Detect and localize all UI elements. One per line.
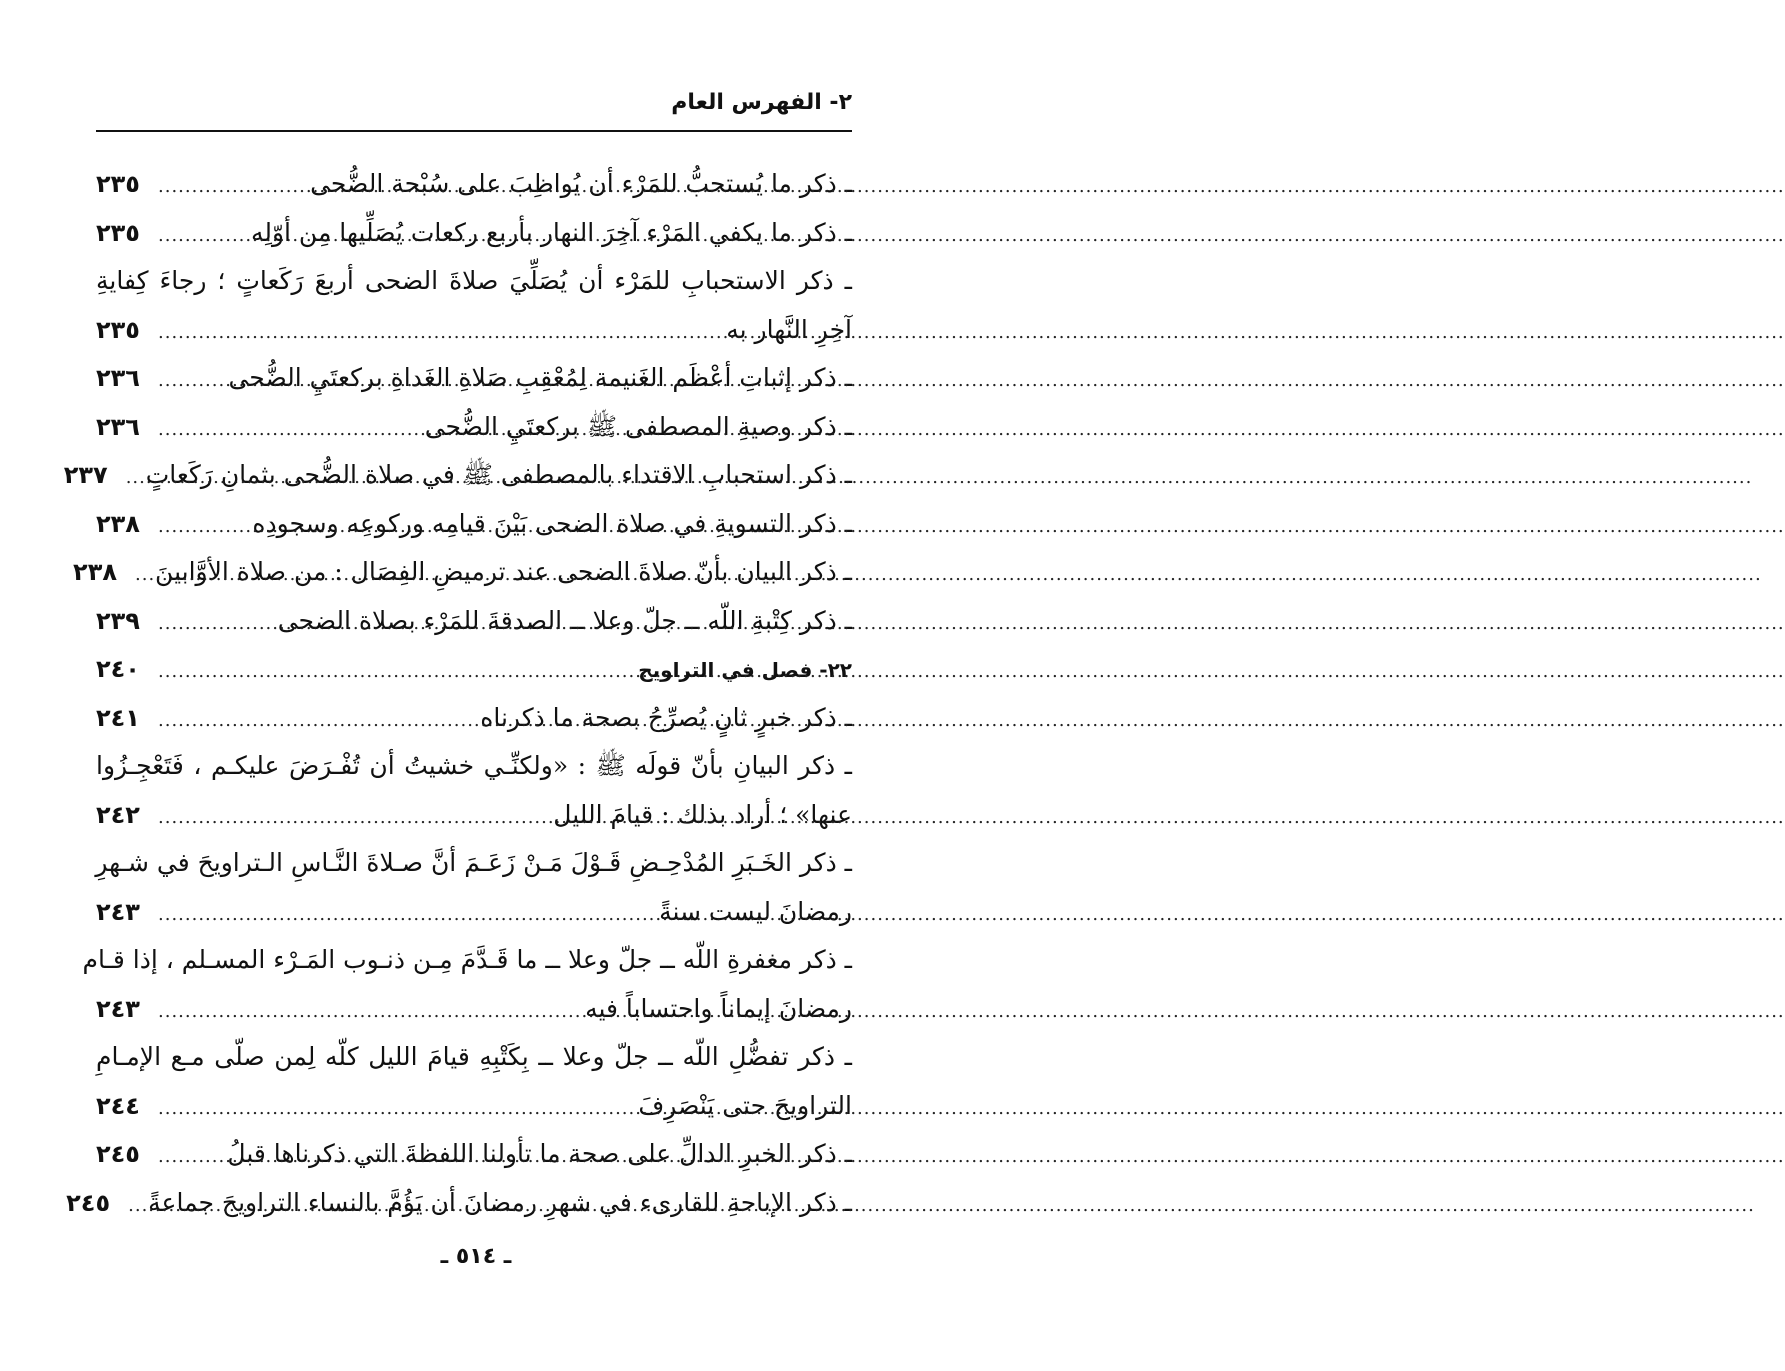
entry-line	[96, 985, 852, 1034]
entry-line	[73, 548, 852, 597]
entry-text: ـ ذكر ما يكفي المَرْء آخِرَ النهار بأربع ركعات يُصَلِّيها مِن أوّلِه	[250, 217, 852, 247]
entry-text: ـ ذكر تفضُّلِ اللّه ــ جلّ وعلا ــ بِكَتْبِهِ قيامَ الليل كلّه لِمن صلّى مـع الإمـامِ	[96, 1042, 852, 1071]
dot-leader	[158, 212, 251, 261]
entry-page-number: ٢٤٥	[66, 1188, 111, 1217]
index-entry	[66, 1179, 852, 1228]
entry-text: ـ ذكر مغفرةِ اللّه ــ جلّ وعلا ــ ما قَـدَّمَ مِـن ذنـوب المَـرْء المسـلم ، إذا قـام	[82, 945, 852, 974]
entry-page-number: ٢٣٥	[96, 315, 140, 344]
index-entry	[63, 451, 852, 500]
dot-leader	[158, 309, 726, 358]
entry-line	[96, 645, 852, 694]
entry-text: ـ ذكر الاستحبابِ للمَرْء أن يُصَلِّيَ صلاةَ الضحى أربعَ رَكَعاتٍ ؛ رجاءَ كِفايةِ	[96, 266, 852, 295]
entry-text: ـ ذكر البيان بأنّ صلاةَ الضحى عند ترميضِ الفِصَال : من صلاة الأوَّابينَ	[155, 557, 852, 586]
entry-line	[96, 791, 852, 840]
entry-page-number: ٢٤٣	[96, 994, 140, 1023]
dot-leader	[158, 163, 310, 212]
dot-leader	[158, 1133, 227, 1182]
entry-text: ـ ذكر التسويةِ في صلاة الضحى بَيْنَ قيامِه وركوعِه وسجودِه	[252, 508, 852, 538]
page-number: ـ ٥١٤ ـ	[440, 1244, 512, 1269]
entry-line	[82, 936, 852, 985]
index-entry	[96, 694, 852, 743]
index-entry	[96, 742, 852, 839]
entry-page-number: ٢٣٧	[63, 461, 108, 489]
entry-page-number: ٢٣٨	[96, 509, 140, 538]
entry-text: رمضانَ ليست سنةً	[659, 896, 852, 926]
entry-page-number: ٢٤٠	[96, 655, 140, 683]
entry-line	[96, 160, 852, 209]
index-entry	[96, 597, 852, 646]
index-entry	[82, 936, 852, 1033]
dot-leader	[158, 406, 425, 455]
entry-text: آخِرِ النَّهار به	[726, 314, 852, 344]
entry-text: ـ ذكر ما يُستحبُّ للمَرْء أن يُواظِبَ على سُبْحة الضُّحى	[310, 169, 852, 198]
index-entry	[73, 548, 852, 597]
entry-text: عنها» ؛ أراد بذلك : قيامَ الليل	[553, 799, 852, 829]
entry-text: ـ ذكر الإباحةِ للقارىء في شهرِ رمضانَ أن يَؤُمَّ بالنساء التراويحَ جماعةً	[148, 1187, 852, 1217]
entry-text: ـ ذكر إثباتِ أعْظَم الغَنيمة لِمُعْقِبِ صَلاةِ الغَداةِ بركعتَيِ الضُّحى	[228, 363, 852, 392]
entry-text: ـ ذكر البيانِ بأنّ قولَه ﷺ : «ولكنِّـي خشيتُ أن تُفْـرَضَ عليكـم ، فَتَعْجِـزُوا	[96, 751, 852, 780]
header-rule	[96, 130, 852, 132]
entry-page-number: ٢٤٣	[96, 897, 140, 926]
index-entry	[96, 839, 852, 936]
entry-line	[96, 209, 852, 258]
entry-line	[96, 403, 852, 452]
entry-text: ـ ذكر استحبابِ الاقتداء بالمصطفى ﷺ في صلاة الضُّحى بثمانِ رَكَعاتٍ	[145, 460, 852, 489]
entry-text: ـ ذكر خبرٍ ثانٍ يُصرِّحُ بصحة ما ذكرناه	[480, 702, 852, 732]
index-entry	[96, 257, 852, 354]
entry-line	[96, 354, 852, 403]
dot-leader	[158, 1085, 638, 1134]
running-header: ٢- الفهرس العام	[671, 90, 852, 115]
index-entry	[96, 354, 852, 403]
entry-line	[96, 500, 852, 549]
entry-line	[96, 1033, 852, 1082]
index-entries	[63, 160, 852, 1227]
dot-leader	[135, 551, 155, 600]
entry-line	[66, 1179, 852, 1228]
entry-text: ٢٢- فصل في التراويح	[638, 658, 852, 682]
entry-text: ـ ذكر الخبرِ الدالِّ على صحة ما تأولنا اللفظةَ التي ذكرناها قبلُ	[227, 1139, 852, 1168]
entry-page-number: ٢٣٩	[96, 606, 140, 635]
entry-line	[96, 694, 852, 743]
entry-text: ـ ذكر كِتْبةِ اللّه ــ جلّ وعلا ــ الصدقةَ للمَرْء بصلاة الضحى	[277, 605, 852, 635]
entry-line	[96, 1082, 852, 1131]
entry-page-number: ٢٣٦	[96, 412, 140, 441]
index-entry	[96, 500, 852, 549]
entry-line	[96, 306, 852, 355]
entry-line	[96, 888, 852, 937]
dot-leader	[158, 648, 638, 697]
entry-text: رمضانَ إيماناً واحتساباً فيه	[585, 993, 852, 1023]
index-entry	[96, 209, 852, 258]
dot-leader	[126, 454, 146, 503]
index-entry	[96, 1130, 852, 1179]
entry-page-number: ٢٣٥	[96, 218, 140, 247]
entry-page-number: ٢٣٨	[73, 558, 117, 586]
entry-page-number: ٢٣٦	[96, 364, 140, 392]
entry-text: التراويحَ حتى يَنْصَرِفَ	[638, 1090, 852, 1120]
dot-leader	[158, 988, 585, 1037]
entry-text: ـ ذكر الخَـبَرِ المُدْحِـضِ قَـوْلَ مَـنْ زَعَـمَ أنَّ صـلاةَ النَّـاسِ الـتراويحَ في شـهرِ	[95, 848, 852, 877]
entry-line	[96, 257, 852, 306]
entry-page-number: ٢٤١	[96, 703, 140, 732]
dot-leader	[158, 794, 553, 843]
dot-leader	[158, 600, 278, 649]
section-heading	[96, 645, 852, 694]
dot-leader	[128, 1182, 148, 1231]
entry-page-number: ٢٤٥	[96, 1140, 140, 1168]
entry-page-number: ٢٤٢	[96, 800, 140, 829]
dot-leader	[158, 891, 659, 940]
index-entry	[96, 160, 852, 209]
entry-page-number: ٢٣٥	[96, 170, 140, 198]
entry-line	[96, 742, 852, 791]
entry-line	[96, 1130, 852, 1179]
index-entry	[96, 1033, 852, 1130]
dot-leader	[158, 697, 480, 746]
dot-leader	[158, 503, 252, 552]
entry-line	[96, 597, 852, 646]
index-entry	[96, 403, 852, 452]
entry-page-number: ٢٤٤	[96, 1091, 140, 1120]
entry-line	[96, 839, 852, 888]
entry-line	[63, 451, 852, 500]
entry-text: ـ ذكر وصيةِ المصطفى ﷺ بركعتَيِ الضُّحى	[424, 411, 852, 441]
dot-leader	[158, 357, 228, 406]
